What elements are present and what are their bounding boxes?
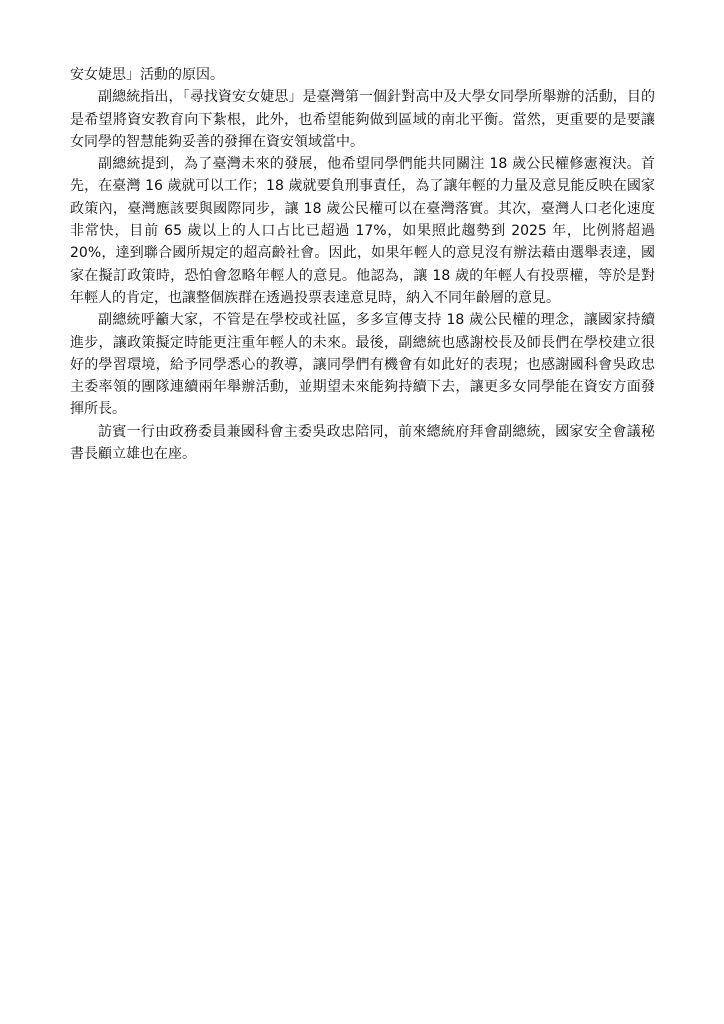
paragraph-voting-age: 副總統提到，為了臺灣未來的發展，他希望同學們能共同關注 18 歲公民權修憲複決。首先，在臺灣 16 歲就可以工作；18 歲就要負刑事責任，為了讓年輕的力量及意見能反映在國家政策內，臺灣應該要與國際同步，讓 18 歲公民權可以在臺灣落實。其次，臺灣人口老化速度非常快，目前 65 歲以上的人口占比已超過 17%，如果照此趨勢到 2025 年，比例將超過 20%，達到聯合國所規定的超高齡社會。因此，如果年輕人的意見沒有辦法藉由選舉表達，國家在擬訂政策時，恐怕會忽略年輕人的意見。他認為，讓 18 歲的年輕人有投票權，等於是對年輕人的肯定，也讓整個族群在透過投票表達意見時，納入不同年齡層的意見。 — [70, 156, 655, 306]
document-body — [70, 64, 655, 465]
paragraph-attendees: 訪賓一行由政務委員兼國科會主委吳政忠陪同，前來總統府拜會副總統，國家安全會議秘書長顧立雄也在座。 — [70, 423, 655, 463]
paragraph-continuation: 安女婕思」活動的原因。 — [70, 67, 224, 83]
paragraph-intro-event: 副總統指出，「尋找資安女婕思」是臺灣第一個針對高中及大學女同學所舉辦的活動，目的是希望將資安教育向下紮根，此外，也希望能夠做到區域的南北平衡。當然，更重要的是要讓女同學的智慧能夠妥善的發揮在資安領域當中。 — [70, 89, 655, 150]
paragraph-appeal: 副總統呼籲大家，不管是在學校或社區，多多宣傳支持 18 歲公民權的理念，讓國家持續進步，讓政策擬定時能更注重年輕人的未來。最後，副總統也感謝校長及師長們在學校建立很好的學習環境，給予同學悉心的教導，讓同學們有機會有如此好的表現；也感謝國科會吳政忠主委率領的團隊連續兩年舉辦活動，並期望未來能夠持續下去，讓更多女同學能在資安方面發揮所長。 — [70, 312, 655, 418]
